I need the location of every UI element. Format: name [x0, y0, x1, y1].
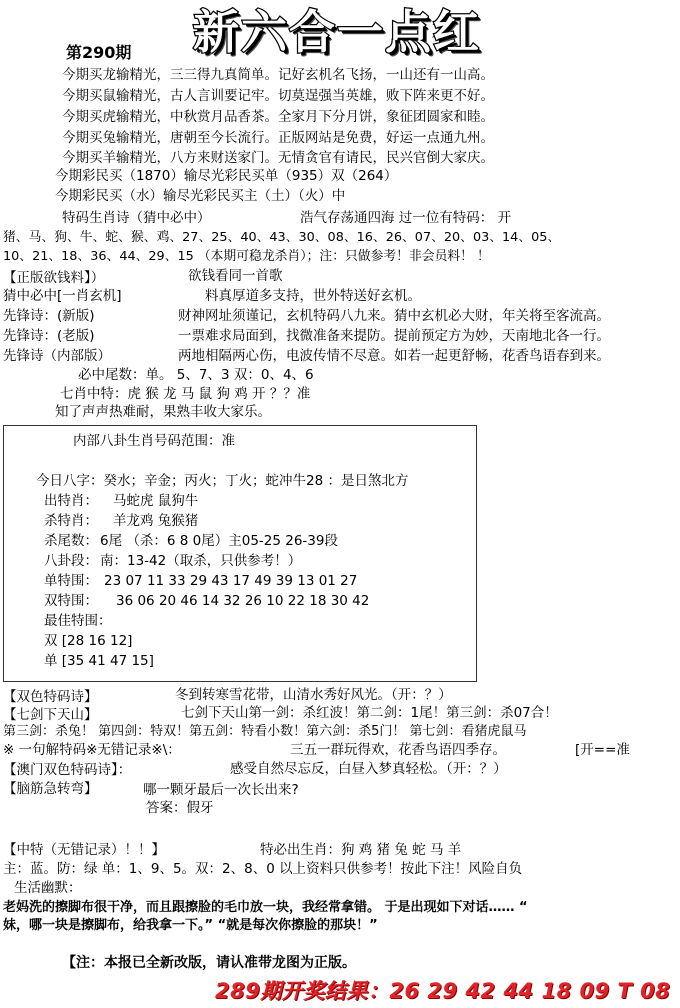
- poem-line: 今期买鼠输精光，古人言训要记牢。切莫逞强当英雄，败下阵来更不好。: [62, 88, 494, 104]
- draw-result: 289期开奖结果：26 29 42 44 18 09 T 08: [215, 979, 671, 1003]
- zhengban-label: 【正版欲钱料】）: [3, 270, 105, 286]
- qijian-line-2: 第三剑：杀兔！ 第四剑：特双！第五剑：特看小数！第六剑：杀5门！ 第七剑：看猪虎鼠马: [3, 724, 527, 739]
- texiao-label: 特码生肖诗（猜中必中）: [62, 210, 211, 226]
- caimin-line-1: 今期彩民买（1870）输尽光彩民买单（935）双（264）: [55, 168, 398, 184]
- poem-line: 今期买兔输精光，唐朝至今长流行。正版网站是免费，好运一点通九州。: [62, 130, 494, 146]
- best-dan: 单 [35 41 47 15]: [44, 653, 154, 669]
- shawei-value: 6尾 （杀：6 8 0尾）主05-25 26-39段: [100, 533, 338, 549]
- xianfeng-text-inner: 两地相隔两心伤，电波传情不尽意。如若一起更舒畅，花香鸟语春到来。: [178, 348, 610, 364]
- shawei-label: 杀尾数：: [44, 533, 98, 549]
- zhile-line: 知了声声热难耐，果熟丰收大家乐。: [55, 404, 271, 420]
- aomen-label: 【澳门双色特码诗】：: [3, 762, 132, 778]
- shuangse-text: 冬到转寒雪花带，山清水秀好风光。（开：？）: [175, 687, 452, 703]
- xianfeng-text-new: 财神网址须谨记，玄机特码八九来。猜中玄机必大财，年关将至客流高。: [178, 308, 610, 324]
- qijian-label: 【七剑下天山】: [3, 707, 98, 723]
- zhongte-line-2: 主：蓝。防：绿 单：1、9、5。双：2、8、0 以上资料只供参考！按此下注！风险自负: [3, 861, 523, 877]
- main-title: 新六合一点红: [193, 5, 481, 59]
- xianfeng-text-old: 一票难求局面到，找微准备来提防。提前预定方为妙，天南地北各一行。: [178, 328, 610, 344]
- dan-value: 23 07 11 33 29 43 17 49 39 13 01 27: [104, 573, 358, 589]
- chu-value: 马蛇虎 鼠狗牛: [113, 493, 199, 509]
- naojin-label: 【脑筋急转弯】: [3, 781, 98, 797]
- shuang-value: 36 06 20 46 14 32 26 10 22 18 30 42: [116, 593, 370, 609]
- footer-note: 【注：本报已全新改版，请认准带龙图为正版。: [62, 955, 356, 971]
- caizhong-text: 料真厚道多支持，世外特送好玄机。: [205, 288, 421, 304]
- duan-label: 八卦段：: [44, 553, 98, 569]
- xianfeng-label-new: 先锋诗：(新版): [3, 308, 95, 324]
- bagua-title: 内部八卦生肖号码范围：准: [73, 433, 235, 449]
- zhongte-label: 【中特（无错记录）！！】: [3, 842, 165, 858]
- youmo-label: 生活幽默：: [14, 880, 82, 896]
- sha-label: 杀特肖：: [44, 513, 98, 529]
- poem-line: 今期买虎输精光，中秋赏月品香茶。全家月下分月饼，象征团圆家和睦。: [62, 109, 494, 125]
- caizhong-label: 猜中必中[一肖玄机]: [3, 288, 122, 304]
- chu-label: 出特肖：: [44, 493, 98, 509]
- poem-line: 今期买龙输精光，三三得九真简单。记好玄机名飞扬，一山还有一山高。: [62, 67, 494, 83]
- yiju-open: [开==准: [575, 742, 630, 758]
- naojin-question: 哪一颗牙最后一次长出来?: [143, 782, 299, 798]
- shuangse-label: 【双色特码诗】: [3, 689, 98, 705]
- zhengban-text: 欲钱看同一首歌: [188, 268, 283, 284]
- poem-line: 今期买羊输精光，八方来财送家门。无情贪官有请民，民兴官倒大家庆。: [62, 150, 494, 166]
- xianfeng-label-inner: 先锋诗（内部版）: [3, 348, 111, 364]
- texiao-numbers-2: 10、21、18、36、44、29、15 （本期可稳龙杀肖）；注：只做参考！非会员料！ ！: [3, 249, 490, 264]
- weishu-line: 必中尾数：单。 5、7、3 双：0、4、6: [78, 367, 314, 383]
- naojin-answer: 答案：假牙: [146, 800, 214, 816]
- qijian-line-1: 七剑下天山第一剑：杀红波！第二剑：1尾！第三剑：杀07合！: [181, 705, 558, 721]
- bazi-line: 今日八字：癸水；辛金；丙火；丁火；蛇冲牛28 ：是日煞北方: [36, 473, 409, 489]
- best-label: 最佳特围：: [44, 613, 112, 629]
- shuang-label: 双特围：: [44, 593, 98, 609]
- best-shuang: 双 [28 16 12]: [44, 633, 133, 649]
- texiao-numbers-1: 猪、马、狗、牛、蛇、猴、鸡、27、25、40、43、30、08、16、26、07、20、03、14、05、: [3, 230, 561, 245]
- youmo-line-1: 老妈洗的擦脚布很干净，而且跟擦脸的毛巾放一块，我经常拿错。 于是出现如下对话…… “: [3, 900, 528, 915]
- yiju-label: ※ 一句解特码※无错记录※\：: [3, 742, 181, 758]
- dan-label: 单特围：: [44, 573, 98, 589]
- issue-number: 第290期: [66, 43, 132, 62]
- xianfeng-label-old: 先锋诗：(老版): [3, 328, 95, 344]
- caimin-line-2: 今期彩民买（水）输尽光彩民买主（土）（火）中: [55, 188, 346, 204]
- youmo-line-2: 妹，哪一块是擦脚布，给我拿一下。” “就是每次你擦脸的那块！”: [3, 918, 378, 933]
- qixiao-line: 七肖中特：虎 猴 龙 马 鼠 狗 鸡 开 ？？准: [60, 386, 311, 402]
- sha-value: 羊龙鸡 兔猴猪: [113, 513, 199, 529]
- yiju-text: 三五一群玩得欢，花香鸟语四季存。: [290, 742, 506, 758]
- zhongte-text: 特必出生肖：狗 鸡 猪 兔 蛇 马 羊: [260, 842, 462, 858]
- duan-value: 南：13-42（取杀，只供参考！）: [100, 553, 302, 569]
- texiao-poem: 浩气存荡通四海 过一位有特码： 开: [300, 210, 512, 226]
- aomen-text: 感受自然尽忘反，白昼入梦真轻松。（开：？）: [230, 761, 507, 777]
